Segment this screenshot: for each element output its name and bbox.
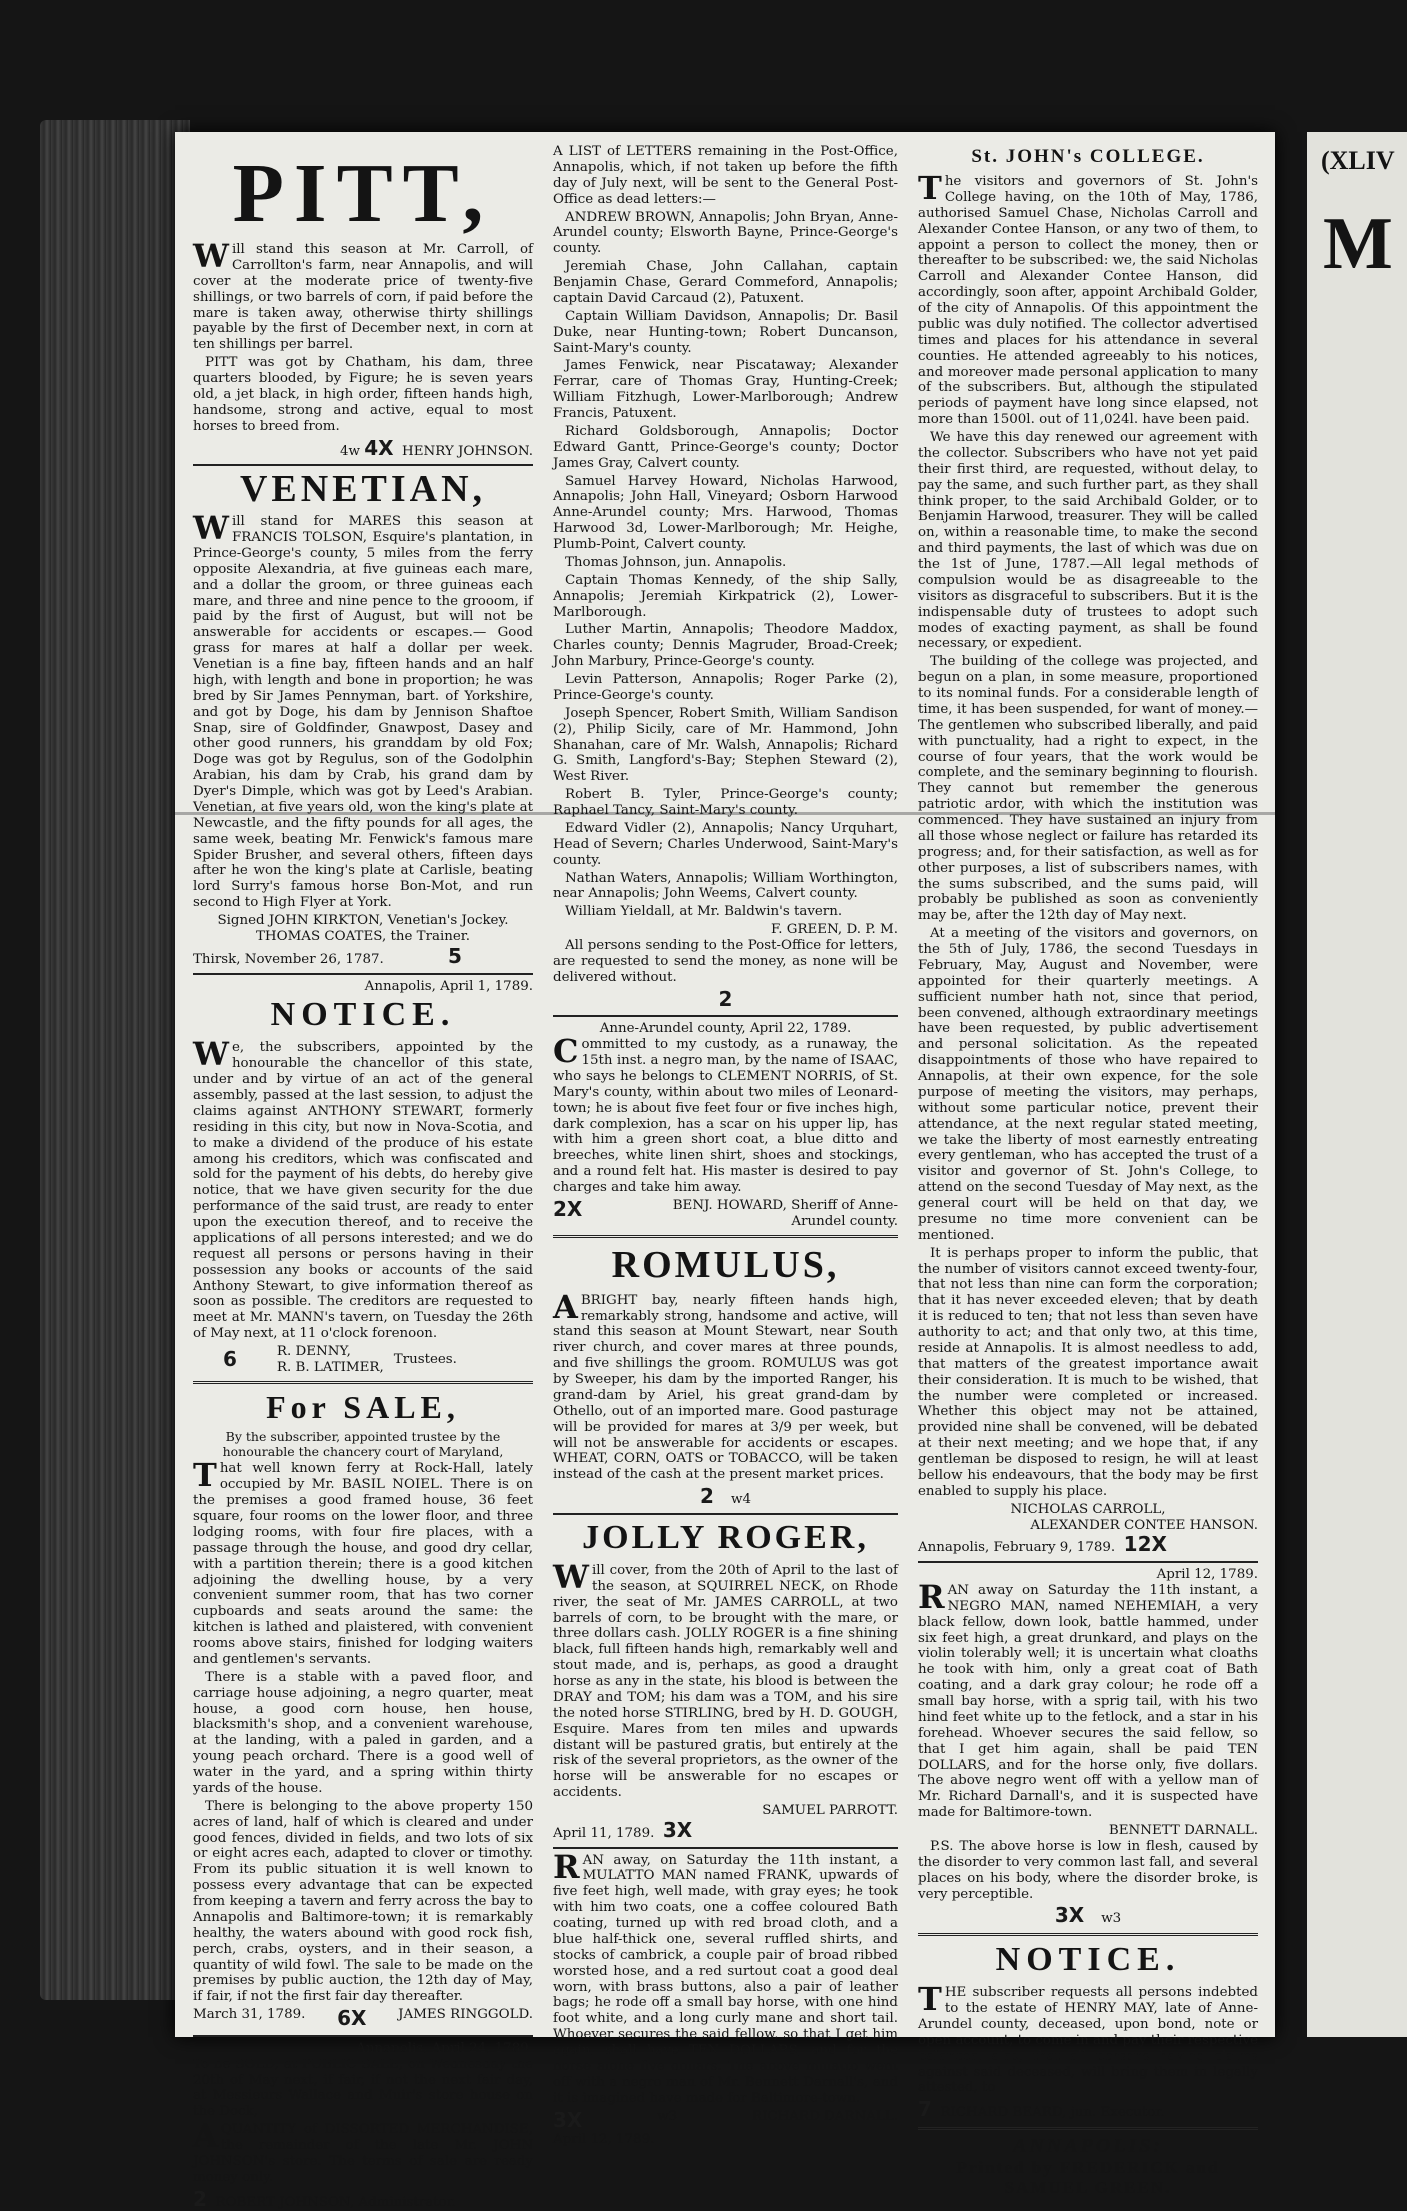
notice2-handwritten-mark: 7: [918, 2097, 932, 2122]
romulus-heading: ROMULUS,: [611, 1243, 840, 1286]
frank-signature-line: [553, 2109, 898, 2133]
committed-body: Committed to my custody, as a runaway, the 15th inst. a negro man, by the name of ISAAC, who says he belongs to CLEMENT NORRIS, of St. Mary's county, within about two miles of Leonard-town; he is about five feet four or five inches high, dark complexion, has a scar on his upper lip, has with him a green short coat, a blue ditto and breeches, white linen shirt, shoes and stockings, and a round felt hat. His master is desired to pay charges and take him away.: [553, 1032, 898, 1196]
sold-body: AQUANTITY of DISSORTED MERCHANDISE, the remainder of the late Mr. JOHN JOHNSON's store. The terms of sale are ready money only.: [193, 2117, 533, 2185]
venetian-heading: VENETIAN,: [239, 468, 487, 511]
trustees-label: Trustees.: [393, 1351, 457, 1367]
column-2: [553, 144, 898, 2148]
letters-entry: Robert B. Tyler, Prince-George's county; Raphael Tancy, Saint-Mary's county.: [553, 787, 898, 818]
frank-handwritten-mark: 3X: [553, 2107, 583, 2132]
committed-handwritten-mark: 2X: [553, 1196, 583, 1221]
letters-entry: Joseph Spencer, Robert Smith, William Sandison (2), Philip Sicily, care of Mr. Hammond, John Shanahan, care of Mr. Walsh, Annapolis; Richard G. Smith, Langford's-Bay; Stephen Steward (2), West River.: [553, 705, 898, 785]
letters-entry: Thomas Johnson, jun. Annapolis.: [565, 554, 787, 570]
pitt-pedigree: PITT was got by Chatham, his dam, three quarters blooded, by Figure; he is seven years old, a jet black, in high order, fifteen hands high, handsome, strong and active, equal to most horses to breed from.: [193, 355, 533, 434]
jolly-body: Will cover, from the 20th of April to the last of the season, at SQUIRREL NECK, on Rhode river, the seat of Mr. JAMES CARROLL, at two barrels of corn, to be brought with the mare, or three dollars cash. JOLLY ROGER is a fine shining black, full fifteen hands high, remarkably well and stout made, and is, perhaps, as good a draught horse as any in the state, his blood is between the DRAY and TOM; his dam was a TOM, and his sire the noted horse STIRLING, bred by H. D. GOUGH, Esquire. Mares from ten miles and upwards distant will be pastured gratis, but entirely at the risk of the several proprietors, as the owner of the horse will be answerable for no escapes or accidents.: [553, 1557, 898, 1801]
divider: [193, 2035, 533, 2037]
frank-signature: RICHARD DARNALL.: [752, 2108, 898, 2124]
notice1-handwritten-mark: 6: [223, 1347, 237, 1372]
sold-signature-line: [193, 2188, 533, 2211]
college-date-line: [918, 1533, 1258, 1557]
adjacent-page-masthead: M: [1323, 203, 1393, 285]
frank-mark: w3: [657, 2108, 678, 2124]
notice2-body: THE subscriber requests all persons indebted to the estate of HENRY MAY, late of Anne-Arundel county, deceased, upon bond, note or open account, to come in and pay their respective balances, also, that all persons having claims against said deceased, will bring them in legally attested, to: [918, 1980, 1258, 2096]
pitt-body: Will stand this season at Mr. Carroll, of Carrollton's farm, near Annapolis, and will cover at the moderate price of twenty-five shillings, or two barrels of corn, if paid before the mare is taken away, otherwise thirty shillings payable by the first of December next, in corn at ten shillings per barrel.: [193, 237, 533, 353]
romulus-body: ABRIGHT bay, nearly fifteen hands high, remarkably strong, handsome and active, will stand this season at Mount Stewart, near South river church, and cover mares at three pounds, and five shillings the groom. ROMULUS was got by Sweeper, his dam by the imported Ranger, his grand-dam by Ariel, his great grand-dam by Othello, out of an imported mare. Good pasturage will be provided for mares at 3/9 per week, but will not be answerable for accidents or escapes. WHEAT, CORN, OATS or TOBACCO, will be taken instead of the cash at the present market prices.: [553, 1287, 898, 1483]
jolly-handwritten-mark: 3X: [662, 1817, 693, 1842]
letters-entry: Nathan Waters, Annapolis; William Worthington, near Annapolis; John Weems, Calvert county.: [553, 870, 898, 902]
divider: [553, 1847, 898, 1849]
notice1-heading: NOTICE.: [270, 996, 456, 1034]
column-1: [193, 144, 533, 2211]
venetian-date-line: [193, 945, 533, 969]
frank-body: RAN away, on Saturday the 11th instant, a MULATTO MAN named FRANK, upwards of five feet high, well made, with gray eyes; he took with him two coats, one a coffee coloured Bath coating, turned up with red broad cloth, and a blue half-thick one, several ruffled shirts, and stocks of cambrick, a couple pair of broad ribbed worsted hose, and a red surtout coat a good deal worn, with brass buttons, also a pair of leather bags; he rode off a small bay horse, with one hind foot white, and a long curly mane and short tail. Whoever secures the said fellow, so that I get him again, shall have TEN DOLLARS, and for the horse alone five dollars. The above mulatto went off with a negro man of Mr. Bennett Darnall's, and it is imagined have made for Baltimore-town.: [553, 1847, 898, 2106]
nehemiah-body: RAN away on Saturday the 11th instant, a NEGRO MAN, named NEHEMIAH, a very black fellow, down look, battle hammed, under six feet high, a great drunkard, and plays on the violin tolerably well; it is uncertain what cloaths he took with him, only a great coat of Bath coating, and a dark gray colour; he rode off a small bay horse, with a sprig tail, with his two hind feet white up to the fetlock, and a star in his forehead. Whoever secures the said fellow, so that I get him again, shall be paid TEN DOLLARS, and for the horse only, five dollars. The above negro went off with a yellow man of Mr. Richard Darnall's, and it is suspected have made for Baltimore-town.: [918, 1577, 1258, 1821]
letters-hand-line: [553, 988, 898, 1012]
divider: [193, 973, 533, 975]
sold-handwritten-mark: 2: [193, 2186, 207, 2211]
college-signer-1: NICHOLAS CARROLL,: [1010, 1501, 1166, 1517]
college-para-4: At a meeting of the visitors and governors, on the 5th of July, 1786, the second Tuesdays in February, May, August and November, were appointed for their quarterly meetings. A sufficient number hath not, since that period, been convened, although extraordinary meetings have been requested, by public advertisement and personal solicitation. As the repeated disappointments of those who have repaired to Annapolis, at their own expence, for the sole purpose of meeting the visitors, may perhaps, without some particular notice, prevent their attendance, at the next regular stated meeting, we take the liberty of most earnestly entreating every gentleman, who has accepted the trust of a visitor and governor of St. John's College, to attend on the second Tuesday of May next, as the general court will be held on that day, we presume no time more convenient can be mentioned.: [918, 926, 1258, 1243]
letters-entry: Captain Thomas Kennedy, of the ship Sally, Annapolis; Jeremiah Kirkpatrick (2), Lower-Marlborough.: [553, 572, 898, 620]
letters-entry: Levin Patterson, Annapolis; Roger Parke (2), Prince-George's county.: [553, 672, 898, 703]
college-para-2: We have this day renewed our agreement with the collector. Subscribers who have not yet paid their first third, are requested, without delay, to pay the same, and such further part, as they shall think proper, to the said Archibald Golder, or to Benjamin Harwood, treasurer. They will be called on, within a reasonable time, to make the second and third payments, the last of which was due on the 1st of June, 1787.—All legal methods of compulsion would be as disagreeable to the visitors as disgraceful to subscribers. But it is the indispensable duty of trustees to adopt such modes of exacting payment, as shall be found necessary, or expedient.: [918, 430, 1258, 652]
sale-intro: By the subscriber, appointed trustee by the honourable the chancery court of Maryland,: [222, 1428, 504, 1459]
college-handwritten-mark: 12X: [1123, 1532, 1167, 1557]
college-heading: St. JOHN's COLLEGE.: [971, 146, 1205, 167]
jolly-date-line: [553, 1819, 898, 1843]
book-binding: [40, 120, 190, 2000]
imprint-city: ANNAPOLIS:: [1012, 2134, 1163, 2157]
sale-signature: JAMES RINGGOLD.: [398, 2007, 533, 2023]
sale-signature-line: [193, 2007, 533, 2031]
jolly-date: April 11, 1789.: [553, 1825, 655, 1841]
venetian-jockey: Signed JOHN KIRKTON, Venetian's Jockey.: [217, 913, 509, 929]
divider: [918, 2127, 1258, 2130]
notice1-body: We, the subscribers, appointed by the honourable the chancellor of this state, under and by virtue of an act of the general assembly, passed at the last session, to adjust the claims against ANTHONY STEWART, formerly residing in this city, but now in Nova-Scotia, and to make a dividend of the produce of his estate among his creditors, which was confiscated and sold for the payment of his debts, do hereby give notice, that we have given security for the due performance of the said trust, are ready to enter upon the execution thereof, and to receive the applications of all persons interested; and we do request all persons or persons having in their possession any books or accounts of the said Anthony Stewart, to give information thereof as soon as possible. The creditors are requested to meet at Mr. MANN's tavern, on Tuesday the 26th of May next, at 11 o'clock forenoon.: [193, 1035, 533, 1342]
trustee-names: [277, 1344, 384, 1376]
notice2-signature-line: [918, 2098, 1258, 2122]
pitt-signature: HENRY JOHNSON.: [402, 443, 533, 459]
letters-intro: A LIST of LETTERS remaining in the Post-Office, Annapolis, which, if not taken up before the fifth day of July next, will be sent to the General Post-Office as dead letters:—: [553, 144, 898, 207]
letters-entry: Edward Vidler (2), Annapolis; Nancy Urquhart, Head of Severn; Charles Underwood, Saint-Mary's county.: [553, 820, 898, 868]
committed-signature-line: [553, 1198, 898, 1230]
college-date: Annapolis, February 9, 1789.: [918, 1540, 1116, 1556]
letters-entry: ANDREW BROWN, Annapolis; John Bryan, Anne-Arundel county; Elsworth Bayne, Prince-George's county.: [553, 209, 899, 257]
romulus-hand-line: [553, 1485, 898, 1509]
pitt-heading: PITT,: [232, 147, 494, 240]
romulus-mark: w4: [730, 1492, 751, 1508]
sale-date: March 31, 1789.: [193, 2007, 306, 2023]
committed-signature: BENJ. HOWARD, Sheriff of Anne-Arundel county.: [672, 1197, 898, 1229]
jolly-signature: SAMUEL PARROTT.: [762, 1803, 898, 1818]
notice2-signature: RICHARD BEARD, jun. Executor.: [940, 2105, 1165, 2121]
notice2-heading: NOTICE.: [995, 1941, 1181, 1979]
pitt-handwritten-mark: 4X: [364, 435, 394, 460]
frank-date: April 12, 1789.: [553, 2132, 655, 2148]
college-para-5: It is perhaps proper to inform the public, that the number of visitors cannot exceed twenty-four, that not less than nine can form the corporation; that it has never exceeded eleven; that by death it is reduced to ten; that not less than seven have authority to act; and that only two, at this time, reside at Annapolis. It is almost needless to add, that matters of the greatest importance await their consideration. It is much to be wished, that the number were completed or increased. Whether this object may not be attained, provided nine shall be convened, will be debated at their next meeting; and we hope that, if any gentleman be disposed to resign, he will at least bellow his endeavours, that the body may be first enabled to supply his place.: [918, 1245, 1258, 1499]
nehemiah-hand-line: [918, 1904, 1258, 1928]
letters-signature: F. GREEN, D. P. M.: [771, 922, 898, 938]
column-3: [918, 144, 1258, 2198]
nehemiah-mark: w3: [1101, 1911, 1122, 1927]
nehemiah-ps: P.S. The above horse is low in flesh, caused by the disorder to very common last fall, and several places on his body, where the disorder broke, is very perceptible.: [918, 1838, 1258, 1902]
adjacent-page-header: (XLIV: [1321, 146, 1395, 175]
letters-entry: Richard Goldsborough, Annapolis; Doctor Edward Gantt, Prince-George's county; Doctor James Gray, Calvert county.: [553, 423, 898, 471]
venetian-date: Thirsk, November 26, 1787.: [193, 951, 384, 967]
trustee-1: R. DENNY,: [276, 1344, 351, 1359]
trustee-2: R. B. LATIMER,: [276, 1359, 384, 1375]
letters-footer: All persons sending to the Post-Office for letters, are requested to send the money, as none will be delivered without.: [553, 938, 898, 985]
notice1-dateline: Annapolis, April 1, 1789.: [364, 978, 533, 994]
divider: [553, 1235, 898, 1238]
sale-body-2: There is a stable with a paved floor, and carriage house adjoining, a negro quarter, meat house, a good corn house, hen house, blacksmith's shop, and a convenient warehouse, at the landing, with a paled in garden, and a young peach orchard. There is a good well of water in the yard, and a spring within thirty yards of the house.: [193, 1669, 533, 1796]
venetian-handwritten-mark: 5: [448, 943, 462, 968]
letters-entry: Samuel Harvey Howard, Nicholas Harwood, Annapolis; John Hall, Vineyard; Osborn Harwood Anne-Arundel county; Mrs. Harwood, Thomas Harwood 3d, Lower-Marlborough; Mr. Heighe, Plumb-Point, Calvert county.: [553, 473, 898, 552]
imprint-printers: Printed by FREDERICK and SAMUEL GREEN.: [956, 2157, 1220, 2197]
letters-entry: Luther Martin, Annapolis; Theodore Maddox, Charles county; Dennis Magruder, Broad-Creek; John Marbury, Prince-George's county.: [553, 622, 898, 670]
sale-handwritten-mark: 6X: [337, 2006, 367, 2031]
sale-body-3: There is belonging to the above property 150 acres of land, half of which is cleared and under good fences, divided in fields, and two lots of six or eight acres each, adapted to clover or timothy. From its public situation it is well known to possess every advantage that can be expected from keeping a tavern and ferry across the bay to Annapolis and Baltimore-town; it is remarkably healthy, the waters abound with good rock fish, perch, crabs, oysters, and in their season, a quantity of wild fowl. The sale to be made on the premises by public auction, the 12th day of May, if fair, if not the first fair day thereafter.: [193, 1798, 533, 2005]
divider: [553, 1513, 898, 1515]
divider: [553, 1015, 898, 1017]
pitt-mark: 4w: [339, 443, 360, 459]
divider: [918, 1933, 1258, 1936]
adjacent-page: [1307, 132, 1407, 2037]
notice1-trustees: [223, 1344, 533, 1376]
romulus-handwritten-mark: 2: [700, 1484, 714, 1509]
sold-intro: To be SOLD, at PUBLIC SALE, on Wednesday the 20th of May next, if fair, if not the next fair day, at Messieurs Wallace and Muir's store house on the Dock,: [193, 2056, 533, 2120]
committed-dateline: Anne-Arundel county, April 22, 1789.: [599, 1021, 852, 1037]
sale-body-1: That well known ferry at Rock-Hall, lately occupied by Mr. BASIL NOIEL. There is on the premises a good framed house, 36 feet square, four rooms on the lower floor, and three lodging rooms, with four fire places, with a passage through the house, and good dry cellar, with a partition therein; there is a good kitchen adjoining the dwelling house, by a very convenient summer room, that has two corner cupboards and seats around the same: the kitchen is lathed and plaistered, with convenient rooms above stairs, finished for lodging waiters and gentlemen's servants.: [193, 1456, 533, 1667]
pitt-signature-line: [193, 437, 533, 461]
divider: [193, 464, 533, 466]
nehemiah-dateline: April 12, 1789.: [1156, 1567, 1258, 1583]
college-para-3: The building of the college was projected, and begun on a plan, in some measure, proportioned to its nominal funds. For a considerable length of time, it has been suspended, for want of money.—The gentlemen who subscribed liberally, and paid with punctuality, had a right to expect, in the course of four years, that the work would be complete, and the seminary beginning to flourish. They cannot but remember the generous patriotic ardor, with which the institution was commenced. They have sustained an injury from all those whose neglect or failure has retarded its progress; and, for their satisfaction, as well as for other purposes, a list of subscribers names, with the sums subscribed, and the sums paid, will probably be published as soon as conveniently may be, after the 12th day of May next.: [918, 654, 1258, 924]
jolly-heading: JOLLY ROGER,: [582, 1518, 869, 1556]
sold-signature: ROBERT JOHNSON, Administrator.: [215, 2194, 456, 2210]
venetian-trainer: THOMAS COATES, the Trainer.: [256, 928, 470, 944]
nehemiah-signature: BENNETT DARNALL.: [1108, 1823, 1258, 1839]
letters-entry: William Yieldall, at Mr. Baldwin's tavern.: [565, 904, 843, 920]
letters-entry: Jeremiah Chase, John Callahan, captain Benjamin Chase, Gerard Commeford, Annapolis; captain David Carcaud (2), Patuxent.: [553, 259, 898, 306]
letters-entry: Captain William Davidson, Annapolis; Dr. Basil Duke, near Hunting-town; Robert Duncanson, Saint-Mary's county.: [553, 308, 898, 356]
venetian-body: Will stand for MARES this season at FRANCIS TOLSON, Esquire's plantation, in Prince-George's county, 5 miles from the ferry opposite Alexandria, at five guineas each mare, and a dollar the groom, or three guineas each mare, and three and nine pence to the grooom, if paid by the first of August, but will not be answerable for accidents or escapes.— Good grass for mares at half a dollar per week. Venetian is a fine bay, fifteen hands and an half high, with length and bone in proportion; he was bred by Sir James Pennyman, bart. of Yorkshire, and got by Doge, his dam by Jennison Shaftoe Snap, sire of Goldfinder, Gnawpost, Dasey and other good runners, his granddam by old Fox; Doge was got by Regulus, son of the Godolphin Arabian, his dam by Crab, his grand dam by Dyer's Dimple, which was got by Leed's Arabian. Venetian, at five years old, won the king's plate at Newcastle, and the fifty pounds for all ages, the same week, beating Mr. Fenwick's famous mare Spider Brusher, and several others, fifteen days after he won the king's plate at Carlisle, beating lord Surry's famous horse Bon-Mot, and run second to High Flyer at York.: [193, 509, 533, 911]
college-para-1: The visitors and governors of St. John's College having, on the 10th of May, 1786, authorised Samuel Chase, Nicholas Carroll and Alexander Contee Hanson, or any two of them, to appoint a person to collect the money, then or thereafter to be subscribed: we, the said Nicholas Carroll and Alexander Contee Hanson, did accordingly, soon after, appoint Archibald Golder, of the city of Annapolis. Of this appointment the public was duly notified. The collector advertised times and places for his attendance in several counties. He attended agreeably to his notices, and moreover made personal application to many of the subscribers. But, although the stipulated periods of payment have long since elapsed, not more than 1500l. out of 11,024l. have been paid.: [918, 169, 1258, 428]
sale-heading: For SALE,: [266, 1388, 460, 1425]
divider: [193, 1381, 533, 1384]
letters-handwritten-mark: 2: [718, 986, 733, 1011]
college-signer-2: ALEXANDER CONTEE HANSON.: [1030, 1517, 1258, 1533]
newspaper-page: [175, 132, 1275, 2211]
letters-entry: James Fenwick, near Piscataway; Alexander Ferrar, care of Thomas Gray, Hunting-Creek; William Fitzhugh, Lower-Marlborough; Andrew Francis, Patuxent.: [553, 358, 898, 421]
sold-dateline: Annapolis, April 24, 1789.: [356, 2040, 533, 2056]
nehemiah-handwritten-mark: 3X: [1054, 1903, 1085, 1928]
divider: [918, 1561, 1258, 1563]
